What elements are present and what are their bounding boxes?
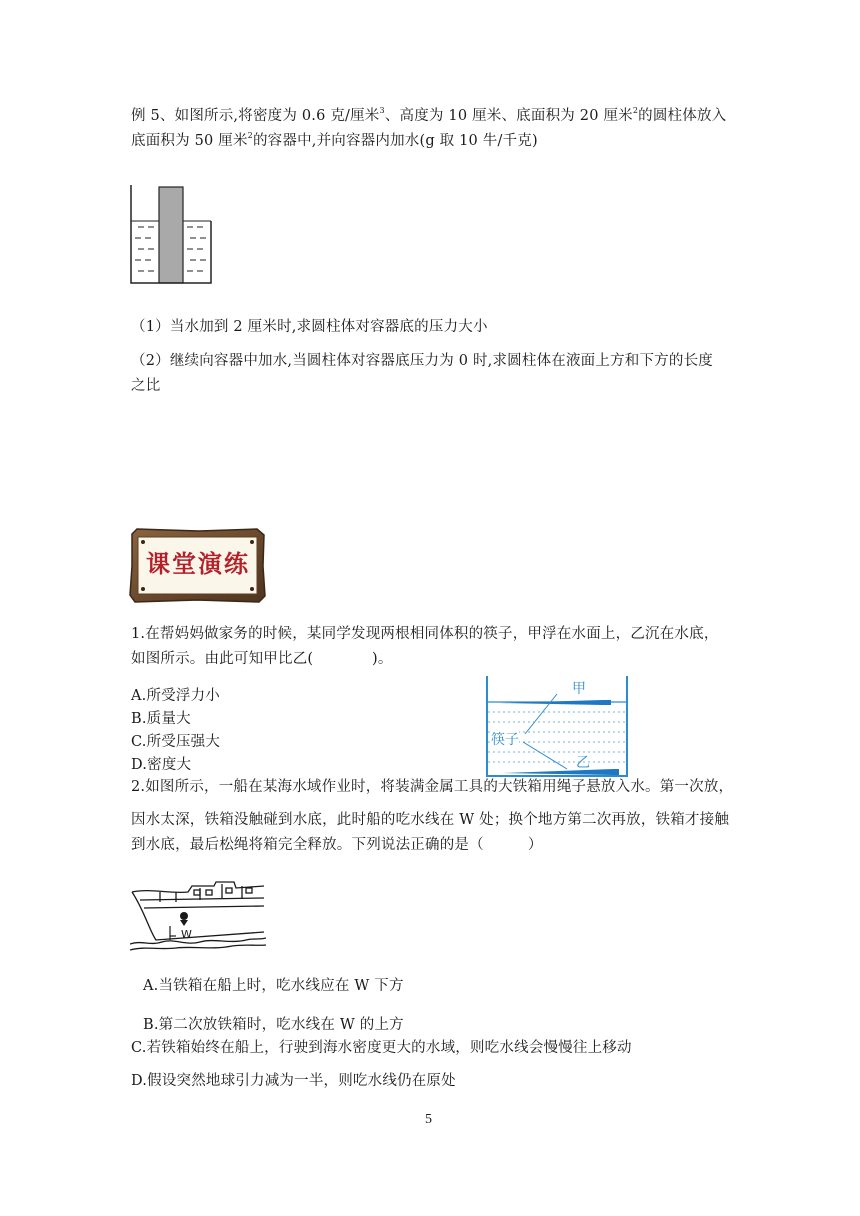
problem1-stem-line2: 如图所示。由此可知甲比乙( )。 bbox=[131, 651, 393, 667]
text-run: 、高度为 10 厘米、底面积为 20 厘米 bbox=[384, 108, 633, 124]
text-run: 的容器中,并向容器内加水(g 取 10 牛/千克) bbox=[252, 133, 538, 149]
chopstick-yi bbox=[503, 769, 619, 775]
container-cylinder-figure bbox=[130, 183, 214, 285]
problem2-option-d: D.假设突然地球引力减为一半，则吃水线仍在原处 bbox=[131, 1073, 456, 1089]
container-walls bbox=[487, 676, 627, 776]
problem2-option-c: C.若铁箱始终在船上，行驶到海水密度更大的水域，则吃水线会慢慢往上移动 bbox=[131, 1040, 632, 1056]
problem2-option-a: A.当铁箱在船上时，吃水线应在 W 下方 bbox=[143, 978, 404, 994]
problem1-option-b: B.质量大 bbox=[131, 711, 191, 727]
example5-question2-line2: 之比 bbox=[131, 378, 161, 394]
problem2-stem-line2: 因水太深，铁箱没触碰到水底，此时船的吃水线在 W 处；换个地方第二次再放，铁箱才接触 bbox=[131, 812, 730, 828]
ship-porthole bbox=[180, 912, 188, 920]
label-leader-yi bbox=[523, 742, 567, 769]
superscript: 3 bbox=[379, 106, 385, 115]
ship-waterline-label: W bbox=[181, 928, 192, 941]
superscript: 2 bbox=[632, 106, 639, 115]
chopstick-label-kuaizi: 筷子 bbox=[491, 732, 519, 748]
problem1-option-d: D.密度大 bbox=[131, 757, 192, 773]
problem1-stem-line1: 1.在帮妈妈做家务的时候，某同学发现两根相同体积的筷子，甲浮在水面上，乙沉在水底， bbox=[131, 626, 719, 642]
section-sign-text: 课堂演练 bbox=[146, 550, 250, 578]
page-number: 5 bbox=[425, 1112, 432, 1127]
chopsticks-figure bbox=[485, 674, 633, 780]
problem1-option-c: C.所受压强大 bbox=[131, 734, 221, 750]
text-run: 底面积为 50 厘米 bbox=[131, 133, 248, 149]
example5-question2-line1: （2）继续向容器中加水,当圆柱体对容器底压力为 0 时,求圆柱体在液面上方和下方的长度 bbox=[131, 353, 713, 369]
chopstick-label-jia: 甲 bbox=[572, 681, 586, 697]
example5-line2 bbox=[131, 131, 538, 151]
problem2-option-b: B.第二次放铁箱时，吃水线在 W 的上方 bbox=[143, 1017, 404, 1033]
ship-figure bbox=[130, 880, 266, 952]
superscript: 2 bbox=[247, 131, 253, 140]
text-run: 例 5、如图所示,将密度为 0.6 克/厘米 bbox=[131, 108, 380, 124]
problem1-option-a: A.所受浮力小 bbox=[131, 688, 220, 704]
example5-question1: （1）当水加到 2 厘米时,求圆柱体对容器底的压力大小 bbox=[131, 319, 488, 335]
text-run: 的圆柱体放入 bbox=[638, 108, 727, 124]
cylinder bbox=[159, 187, 183, 283]
problem2-stem-line1: 2.如图所示，一船在某海水域作业时，将装满金属工具的大铁箱用绳子悬放入水。第一次放， bbox=[131, 779, 734, 795]
chopstick-label-yi: 乙 bbox=[576, 755, 590, 771]
example5-line1 bbox=[131, 106, 726, 126]
problem2-stem-line3: 到水底，最后松绳将箱完全释放。下列说法正确的是（ ） bbox=[131, 837, 543, 853]
label-leader-jia bbox=[525, 694, 557, 734]
